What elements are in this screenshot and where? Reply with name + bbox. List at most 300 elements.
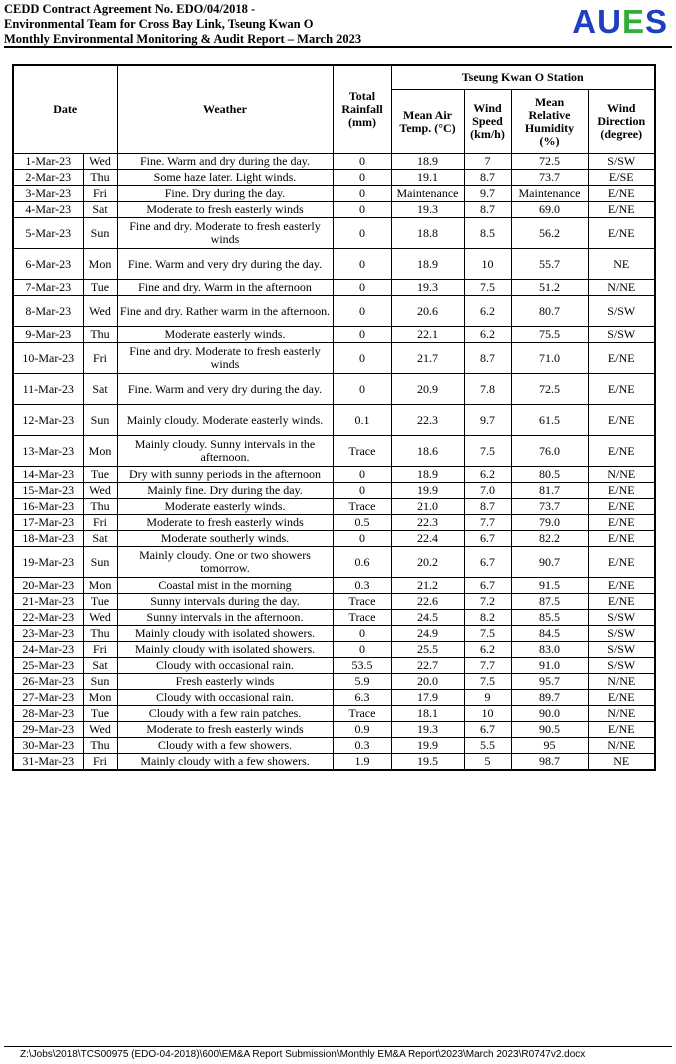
cell-wind-direction: E/NE <box>588 483 655 499</box>
cell-weather: Cloudy with occasional rain. <box>117 690 333 706</box>
cell-day: Wed <box>83 483 117 499</box>
cell-temp: 20.2 <box>391 547 464 578</box>
cell-wind-speed: 10 <box>464 706 511 722</box>
cell-humidity: 61.5 <box>511 405 588 436</box>
cell-humidity: 72.5 <box>511 374 588 405</box>
header-temp: Mean Air Temp. (°C) <box>391 90 464 154</box>
cell-date: 25-Mar-23 <box>13 658 83 674</box>
cell-wind-direction: S/SW <box>588 154 655 170</box>
cell-wind-speed: 7.5 <box>464 626 511 642</box>
cell-humidity: 51.2 <box>511 280 588 296</box>
cell-day: Thu <box>83 170 117 186</box>
cell-weather: Moderate southerly winds. <box>117 531 333 547</box>
cell-wind-direction: E/NE <box>588 343 655 374</box>
cell-temp: 18.9 <box>391 249 464 280</box>
cell-humidity: 75.5 <box>511 327 588 343</box>
cell-wind-direction: S/SW <box>588 327 655 343</box>
page-header <box>4 2 672 46</box>
cell-temp: 25.5 <box>391 642 464 658</box>
cell-temp: 19.9 <box>391 738 464 754</box>
cell-wind-direction: E/NE <box>588 499 655 515</box>
cell-humidity: 91.0 <box>511 658 588 674</box>
cell-weather: Mainly cloudy with a few showers. <box>117 754 333 771</box>
cell-wind-direction: E/NE <box>588 531 655 547</box>
table-row <box>13 436 655 467</box>
cell-wind-speed: 8.7 <box>464 499 511 515</box>
cell-rainfall: 0 <box>333 327 391 343</box>
cell-weather: Moderate to fresh easterly winds <box>117 515 333 531</box>
cell-rainfall: 0 <box>333 483 391 499</box>
cell-weather: Mainly cloudy. Moderate easterly winds. <box>117 405 333 436</box>
cell-wind-direction: S/SW <box>588 610 655 626</box>
header-text <box>4 2 361 47</box>
cell-day: Sat <box>83 202 117 218</box>
cell-wind-speed: 8.7 <box>464 170 511 186</box>
cell-humidity: 80.7 <box>511 296 588 327</box>
cell-humidity: 91.5 <box>511 578 588 594</box>
cell-date: 23-Mar-23 <box>13 626 83 642</box>
cell-day: Sun <box>83 405 117 436</box>
cell-wind-direction: E/NE <box>588 218 655 249</box>
cell-date: 10-Mar-23 <box>13 343 83 374</box>
cell-humidity: 72.5 <box>511 154 588 170</box>
weather-table-body <box>13 154 655 771</box>
cell-wind-speed: 7.5 <box>464 280 511 296</box>
cell-rainfall: 0 <box>333 626 391 642</box>
cell-date: 5-Mar-23 <box>13 218 83 249</box>
cell-temp: 21.7 <box>391 343 464 374</box>
table-row <box>13 531 655 547</box>
cell-wind-direction: S/SW <box>588 626 655 642</box>
cell-temp: 21.0 <box>391 499 464 515</box>
cell-rainfall: Trace <box>333 594 391 610</box>
cell-humidity: 98.7 <box>511 754 588 771</box>
cell-humidity: 79.0 <box>511 515 588 531</box>
table-row <box>13 626 655 642</box>
cell-wind-direction: S/SW <box>588 642 655 658</box>
cell-rainfall: 0 <box>333 154 391 170</box>
cell-humidity: 73.7 <box>511 499 588 515</box>
cell-day: Sat <box>83 374 117 405</box>
cell-humidity: 82.2 <box>511 531 588 547</box>
cell-date: 15-Mar-23 <box>13 483 83 499</box>
cell-temp: 24.5 <box>391 610 464 626</box>
cell-weather: Fine. Warm and very dry during the day. <box>117 249 333 280</box>
cell-humidity: 83.0 <box>511 642 588 658</box>
cell-temp: 24.9 <box>391 626 464 642</box>
cell-rainfall: 0 <box>333 296 391 327</box>
cell-temp: 20.6 <box>391 296 464 327</box>
cell-weather: Dry with sunny periods in the afternoon <box>117 467 333 483</box>
table-row <box>13 170 655 186</box>
cell-wind-speed: 7.2 <box>464 594 511 610</box>
cell-day: Tue <box>83 280 117 296</box>
cell-humidity: 73.7 <box>511 170 588 186</box>
table-row <box>13 296 655 327</box>
cell-wind-speed: 6.7 <box>464 578 511 594</box>
table-row <box>13 642 655 658</box>
header-humidity: Mean Relative Humidity (%) <box>511 90 588 154</box>
cell-weather: Fine and dry. Moderate to fresh easterly winds <box>117 218 333 249</box>
cell-weather: Cloudy with a few showers. <box>117 738 333 754</box>
cell-date: 27-Mar-23 <box>13 690 83 706</box>
cell-rainfall: 0 <box>333 467 391 483</box>
cell-day: Mon <box>83 436 117 467</box>
cell-rainfall: 0 <box>333 202 391 218</box>
header-wind-direction: Wind Direction (degree) <box>588 90 655 154</box>
cell-wind-speed: 8.5 <box>464 218 511 249</box>
cell-temp: 18.1 <box>391 706 464 722</box>
header-rule <box>4 46 672 48</box>
cell-day: Sat <box>83 531 117 547</box>
table-row <box>13 405 655 436</box>
table-row <box>13 374 655 405</box>
contract-line: CEDD Contract Agreement No. EDO/04/2018 - <box>4 2 256 16</box>
table-row <box>13 515 655 531</box>
cell-date: 13-Mar-23 <box>13 436 83 467</box>
cell-day: Wed <box>83 610 117 626</box>
cell-rainfall: Trace <box>333 706 391 722</box>
cell-weather: Mainly cloudy. One or two showers tomorrow. <box>117 547 333 578</box>
cell-temp: 20.9 <box>391 374 464 405</box>
cell-wind-speed: 7.5 <box>464 436 511 467</box>
cell-wind-speed: 5 <box>464 754 511 771</box>
cell-day: Fri <box>83 754 117 771</box>
cell-wind-direction: E/NE <box>588 436 655 467</box>
cell-date: 26-Mar-23 <box>13 674 83 690</box>
cell-humidity: 56.2 <box>511 218 588 249</box>
cell-wind-speed: 10 <box>464 249 511 280</box>
cell-rainfall: 0 <box>333 249 391 280</box>
cell-weather: Mainly cloudy with isolated showers. <box>117 626 333 642</box>
cell-weather: Mainly fine. Dry during the day. <box>117 483 333 499</box>
cell-date: 1-Mar-23 <box>13 154 83 170</box>
cell-date: 24-Mar-23 <box>13 642 83 658</box>
cell-wind-speed: 8.7 <box>464 343 511 374</box>
cell-wind-speed: 9 <box>464 690 511 706</box>
cell-date: 18-Mar-23 <box>13 531 83 547</box>
cell-weather: Fine. Dry during the day. <box>117 186 333 202</box>
cell-day: Mon <box>83 690 117 706</box>
report-title-line: Monthly Environmental Monitoring & Audit Report – March 2023 <box>4 32 362 46</box>
table-row <box>13 218 655 249</box>
cell-rainfall: 0 <box>333 531 391 547</box>
footer-rule <box>4 1046 672 1047</box>
cell-wind-speed: 9.7 <box>464 186 511 202</box>
cell-temp: 22.1 <box>391 327 464 343</box>
cell-wind-direction: N/NE <box>588 467 655 483</box>
cell-date: 4-Mar-23 <box>13 202 83 218</box>
cell-wind-speed: 8.7 <box>464 202 511 218</box>
table-row <box>13 738 655 754</box>
cell-wind-speed: 6.7 <box>464 531 511 547</box>
logo-letter: E <box>621 3 645 40</box>
cell-date: 11-Mar-23 <box>13 374 83 405</box>
cell-humidity: 69.0 <box>511 202 588 218</box>
cell-temp: 19.3 <box>391 722 464 738</box>
cell-day: Thu <box>83 499 117 515</box>
table-row <box>13 202 655 218</box>
cell-weather: Fine and dry. Warm in the afternoon <box>117 280 333 296</box>
cell-date: 7-Mar-23 <box>13 280 83 296</box>
cell-date: 16-Mar-23 <box>13 499 83 515</box>
cell-weather: Fresh easterly winds <box>117 674 333 690</box>
cell-day: Mon <box>83 249 117 280</box>
table-row <box>13 467 655 483</box>
table-row <box>13 594 655 610</box>
cell-wind-direction: E/NE <box>588 594 655 610</box>
cell-wind-speed: 5.5 <box>464 738 511 754</box>
cell-wind-speed: 6.7 <box>464 547 511 578</box>
cell-day: Fri <box>83 343 117 374</box>
cell-wind-speed: 6.7 <box>464 722 511 738</box>
cell-rainfall: 6.3 <box>333 690 391 706</box>
cell-weather: Coastal mist in the morning <box>117 578 333 594</box>
cell-date: 28-Mar-23 <box>13 706 83 722</box>
header-rainfall: Total Rainfall (mm) <box>333 65 391 154</box>
cell-weather: Mainly cloudy. Sunny intervals in the afternoon. <box>117 436 333 467</box>
cell-wind-direction: S/SW <box>588 296 655 327</box>
weather-table <box>12 64 656 771</box>
cell-rainfall: 0.5 <box>333 515 391 531</box>
cell-wind-speed: 8.2 <box>464 610 511 626</box>
cell-weather: Sunny intervals during the day. <box>117 594 333 610</box>
cell-day: Fri <box>83 642 117 658</box>
cell-weather: Mainly cloudy with isolated showers. <box>117 642 333 658</box>
cell-day: Tue <box>83 594 117 610</box>
cell-wind-direction: N/NE <box>588 738 655 754</box>
cell-date: 31-Mar-23 <box>13 754 83 771</box>
cell-weather: Moderate to fresh easterly winds <box>117 722 333 738</box>
cell-temp: Maintenance <box>391 186 464 202</box>
cell-humidity: 84.5 <box>511 626 588 642</box>
cell-weather: Fine and dry. Moderate to fresh easterly winds <box>117 343 333 374</box>
cell-weather: Fine. Warm and dry during the day. <box>117 154 333 170</box>
cell-day: Thu <box>83 738 117 754</box>
cell-weather: Cloudy with occasional rain. <box>117 658 333 674</box>
cell-rainfall: 53.5 <box>333 658 391 674</box>
cell-wind-direction: E/NE <box>588 202 655 218</box>
cell-temp: 19.3 <box>391 202 464 218</box>
cell-humidity: 76.0 <box>511 436 588 467</box>
cell-day: Thu <box>83 626 117 642</box>
cell-day: Tue <box>83 706 117 722</box>
cell-date: 12-Mar-23 <box>13 405 83 436</box>
table-row <box>13 483 655 499</box>
cell-date: 22-Mar-23 <box>13 610 83 626</box>
cell-weather: Fine. Warm and very dry during the day. <box>117 374 333 405</box>
cell-wind-direction: E/NE <box>588 186 655 202</box>
table-row <box>13 706 655 722</box>
cell-rainfall: 0 <box>333 642 391 658</box>
cell-wind-speed: 7.8 <box>464 374 511 405</box>
cell-rainfall: Trace <box>333 436 391 467</box>
cell-wind-speed: 7 <box>464 154 511 170</box>
cell-date: 20-Mar-23 <box>13 578 83 594</box>
cell-temp: 18.9 <box>391 467 464 483</box>
cell-rainfall: 0.6 <box>333 547 391 578</box>
header-weather: Weather <box>117 65 333 154</box>
cell-day: Fri <box>83 515 117 531</box>
table-row <box>13 754 655 771</box>
cell-wind-direction: E/NE <box>588 374 655 405</box>
cell-date: 30-Mar-23 <box>13 738 83 754</box>
cell-date: 14-Mar-23 <box>13 467 83 483</box>
cell-wind-direction: E/NE <box>588 690 655 706</box>
table-row <box>13 610 655 626</box>
cell-temp: 22.3 <box>391 405 464 436</box>
cell-temp: 17.9 <box>391 690 464 706</box>
cell-humidity: 85.5 <box>511 610 588 626</box>
header-date: Date <box>13 65 117 154</box>
cell-date: 6-Mar-23 <box>13 249 83 280</box>
cell-rainfall: 0 <box>333 374 391 405</box>
cell-date: 21-Mar-23 <box>13 594 83 610</box>
cell-wind-speed: 6.2 <box>464 327 511 343</box>
cell-day: Tue <box>83 467 117 483</box>
cell-humidity: 71.0 <box>511 343 588 374</box>
cell-date: 8-Mar-23 <box>13 296 83 327</box>
cell-temp: 18.9 <box>391 154 464 170</box>
cell-temp: 19.1 <box>391 170 464 186</box>
cell-humidity: Maintenance <box>511 186 588 202</box>
logo-letter: S <box>644 3 668 40</box>
header-wind-speed: Wind Speed (km/h) <box>464 90 511 154</box>
cell-temp: 20.0 <box>391 674 464 690</box>
cell-weather: Moderate easterly winds. <box>117 499 333 515</box>
cell-wind-speed: 6.2 <box>464 642 511 658</box>
cell-rainfall: 0.1 <box>333 405 391 436</box>
project-line: Environmental Team for Cross Bay Link, Tseung Kwan O <box>4 17 314 31</box>
cell-weather: Moderate to fresh easterly winds <box>117 202 333 218</box>
cell-wind-direction: N/NE <box>588 674 655 690</box>
cell-humidity: 81.7 <box>511 483 588 499</box>
cell-day: Sun <box>83 547 117 578</box>
cell-temp: 18.8 <box>391 218 464 249</box>
cell-wind-direction: E/NE <box>588 515 655 531</box>
cell-wind-direction: NE <box>588 249 655 280</box>
cell-day: Thu <box>83 327 117 343</box>
cell-humidity: 90.0 <box>511 706 588 722</box>
cell-wind-speed: 7.5 <box>464 674 511 690</box>
cell-temp: 21.2 <box>391 578 464 594</box>
cell-rainfall: Trace <box>333 610 391 626</box>
cell-weather: Some haze later. Light winds. <box>117 170 333 186</box>
cell-weather: Sunny intervals in the afternoon. <box>117 610 333 626</box>
cell-rainfall: 0.3 <box>333 578 391 594</box>
logo-letter: A <box>572 3 598 40</box>
cell-rainfall: 5.9 <box>333 674 391 690</box>
cell-rainfall: 0 <box>333 280 391 296</box>
cell-wind-direction: S/SW <box>588 658 655 674</box>
cell-temp: 22.7 <box>391 658 464 674</box>
cell-rainfall: 0 <box>333 186 391 202</box>
cell-temp: 22.3 <box>391 515 464 531</box>
table-row <box>13 578 655 594</box>
table-row <box>13 154 655 170</box>
cell-humidity: 90.5 <box>511 722 588 738</box>
cell-wind-direction: N/NE <box>588 706 655 722</box>
cell-humidity: 95 <box>511 738 588 754</box>
cell-day: Sat <box>83 658 117 674</box>
cell-day: Sun <box>83 218 117 249</box>
footer-file-path: Z:\Jobs\2018\TCS00975 (EDO-04-2018)\600\EM&A Report Submission\Monthly EM&A Report\2023\March 2023\R0747v2.docx <box>20 1049 586 1060</box>
cell-date: 9-Mar-23 <box>13 327 83 343</box>
cell-wind-speed: 7.7 <box>464 515 511 531</box>
cell-rainfall: 0.9 <box>333 722 391 738</box>
cell-temp: 19.3 <box>391 280 464 296</box>
cell-wind-speed: 6.2 <box>464 296 511 327</box>
cell-weather: Moderate easterly winds. <box>117 327 333 343</box>
cell-humidity: 89.7 <box>511 690 588 706</box>
table-row <box>13 186 655 202</box>
table-row <box>13 722 655 738</box>
cell-date: 29-Mar-23 <box>13 722 83 738</box>
cell-temp: 19.5 <box>391 754 464 771</box>
cell-wind-direction: E/NE <box>588 405 655 436</box>
cell-temp: 22.4 <box>391 531 464 547</box>
cell-date: 17-Mar-23 <box>13 515 83 531</box>
aues-logo <box>572 5 668 39</box>
cell-wind-speed: 7.0 <box>464 483 511 499</box>
cell-rainfall: 1.9 <box>333 754 391 771</box>
cell-temp: 18.6 <box>391 436 464 467</box>
cell-day: Wed <box>83 722 117 738</box>
cell-day: Mon <box>83 578 117 594</box>
table-row <box>13 658 655 674</box>
cell-date: 19-Mar-23 <box>13 547 83 578</box>
cell-humidity: 87.5 <box>511 594 588 610</box>
cell-day: Sun <box>83 674 117 690</box>
cell-humidity: 95.7 <box>511 674 588 690</box>
cell-rainfall: Trace <box>333 499 391 515</box>
cell-day: Wed <box>83 154 117 170</box>
cell-wind-direction: E/SE <box>588 170 655 186</box>
cell-humidity: 90.7 <box>511 547 588 578</box>
cell-rainfall: 0 <box>333 343 391 374</box>
cell-temp: 19.9 <box>391 483 464 499</box>
cell-day: Fri <box>83 186 117 202</box>
table-row <box>13 499 655 515</box>
cell-wind-speed: 9.7 <box>464 405 511 436</box>
table-row <box>13 674 655 690</box>
cell-humidity: 55.7 <box>511 249 588 280</box>
table-row <box>13 547 655 578</box>
cell-wind-direction: N/NE <box>588 280 655 296</box>
table-row <box>13 327 655 343</box>
table-row <box>13 280 655 296</box>
cell-weather: Fine and dry. Rather warm in the afternoon. <box>117 296 333 327</box>
header-station: Tseung Kwan O Station <box>391 65 655 90</box>
cell-rainfall: 0 <box>333 170 391 186</box>
table-row <box>13 343 655 374</box>
cell-date: 3-Mar-23 <box>13 186 83 202</box>
cell-temp: 22.6 <box>391 594 464 610</box>
cell-wind-speed: 6.2 <box>464 467 511 483</box>
cell-wind-direction: NE <box>588 754 655 771</box>
table-row <box>13 690 655 706</box>
cell-rainfall: 0 <box>333 218 391 249</box>
cell-wind-direction: E/NE <box>588 578 655 594</box>
cell-wind-direction: E/NE <box>588 547 655 578</box>
cell-day: Wed <box>83 296 117 327</box>
cell-wind-speed: 7.7 <box>464 658 511 674</box>
logo-letter: U <box>597 3 622 40</box>
cell-wind-direction: E/NE <box>588 722 655 738</box>
table-row <box>13 249 655 280</box>
cell-rainfall: 0.3 <box>333 738 391 754</box>
cell-humidity: 80.5 <box>511 467 588 483</box>
